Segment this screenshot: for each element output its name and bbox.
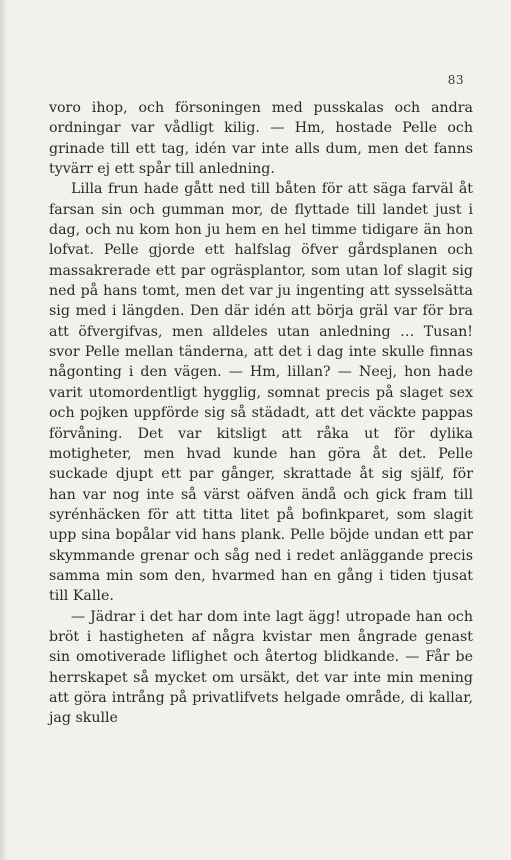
body-text	[49, 98, 473, 729]
paragraph-1: voro ihop, och försoningen med pusskalas och andra ordningar var vådligt kilig. — Hm, hostade Pelle och grinade till ett tag, idén var inte alls dum, men det fanns tyvärr ej ett spår till anledning.	[49, 100, 473, 178]
page-number: 83	[447, 73, 464, 87]
page-binding-shadow	[0, 0, 8, 860]
paragraph-2: Lilla frun hade gått ned till båten för att säga farväl åt farsan sin och gumman mor, de flyttade till landet just i dag, och nu kom hon ju hem en hel timme tidigare än hon lofvat. Pelle gjorde ett halfslag öfver gårdsplanen och massakrerade ett par ogräsplantor, som utan lof slagit sig ned på hans tomt, men det var ju ingenting att sysselsätta sig med i längden. Den där idén att börja gräl var för bra att öfvergifvas, men alldeles utan anledning … Tusan! svor Pelle mellan tänderna, att det i dag inte skulle finnas någonting i den vägen. — Hm, lillan? — Neej, hon hade varit utomordentligt hygglig, somnat precis på slaget sex och pojken uppförde sig så städadt, att det väckte pappas förvåning. Det var kitsligt att råka ut för dylika motigheter, men hvad kunde han göra åt det. Pelle suckade djupt ett par gånger, skrattade åt sig själf, för han var nog inte så värst oäfven ändå och gick fram till syrénhäcken för att titta litet på bofinkparet, som slagit upp sina bopålar vid hans plank. Pelle böjde undan ett par skymmande grenar och såg ned i redet anläggande precis samma min som den, hvarmed han en gång i tiden tjusat till Kalle.	[49, 181, 473, 605]
paragraph-3: — Jädrar i det har dom inte lagt ägg! utropade han och bröt i hastigheten af några kvistar men ångrade genast sin omotiverade liflighet och återtog blidkande. — Får be herrskapet så mycket om ursäkt, det var inte min mening att göra intrång på privatlifvets helgade område, di kallar, jag skulle	[49, 608, 473, 727]
